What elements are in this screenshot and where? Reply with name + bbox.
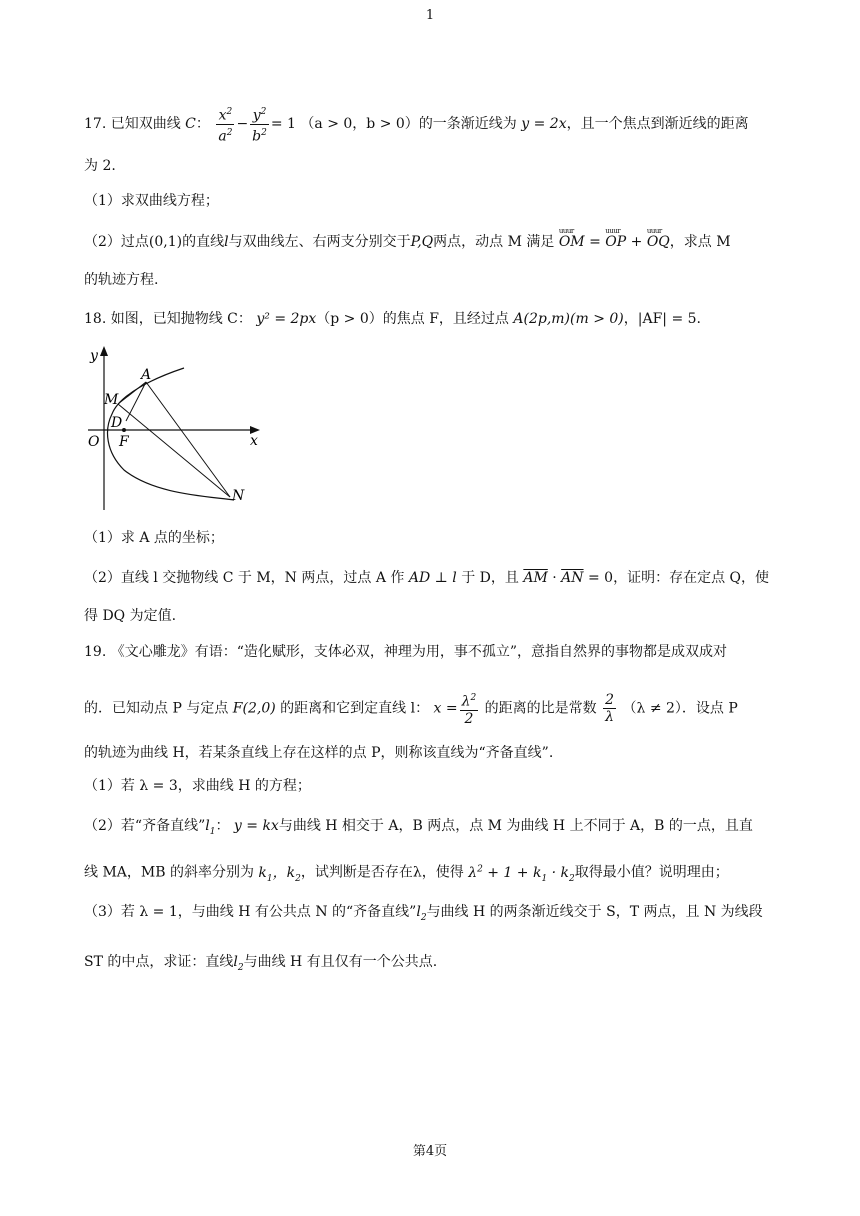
label-n: N [232,488,245,504]
label-d: D [111,415,123,431]
q19-p2-eq: y = kx [233,818,279,834]
page-number: 1 [425,8,435,23]
q17-line-l: l [224,234,229,250]
line-l-mn [118,404,230,497]
q17-part2 [84,232,784,252]
label-y: y [90,348,98,364]
q17-p2-text-c: 与双曲线左、右两支分别交于 [228,234,411,250]
q19-line2-text-a: 的．已知动点 P 与定点 [84,700,229,717]
q19-p2-text-c: 与曲线 H 相交于 A，B 两点，点 M 为曲线 H 上不同于 A，B 的一点，且直 [278,818,753,834]
q17-tail: ，且一个焦点到渐近线的距离 [566,116,749,133]
q19-l1: $l_1$ [205,818,216,837]
q19-part3-line2 [84,952,784,978]
q17-asymptote: y = 2x [521,116,567,133]
q17-pq: P,Q [410,234,434,250]
q17-curve-name: C [185,116,196,133]
q17-vector-eq: uuur OM = uuur OP + uuur OQ [559,234,670,250]
q18-equation: y² = 2px [256,311,317,327]
q19-frac-ratio: $\frac{2}{\lambda}$ [605,691,615,725]
q19-p2-line2-text-b: ，试判断是否存在λ，使得 [300,864,464,881]
q19-part1: （1）若 λ = 3，求曲线 H 的方程； [84,778,311,794]
q18-vec-an: $\overline{AN}$ [561,570,584,586]
q18-vec-am: $\overline{AM}$ [523,570,548,586]
q19-line2-text-c: 的距离的比是常数 [484,700,597,717]
q19-l2: $l_2$ [416,904,427,923]
q17-point: (0,1) [148,234,183,250]
q17-p2-text-a: （2）过点 [84,234,149,250]
q19-l2-b: $l_2$ [233,954,244,973]
q19-frac-lambda: $\frac{\lambda^2}{2}$ [460,690,479,727]
segment-ad [126,382,146,421]
segment-an [146,382,230,497]
q19-line1 [84,642,784,662]
q19-line2-text-b: 的距离和它到定直线 l： [280,700,430,717]
q17-intro: 已知双曲线 [110,116,181,133]
q19-p3-line2-text-b: 与曲线 H 有且仅有一个公共点. [243,954,438,970]
q19-p3-text-a: （3）若 λ = 1，与曲线 H 有公共点 N 的“齐备直线” [84,904,417,920]
q19-p2-text-b: ： [215,818,230,834]
label-x: x [250,433,258,449]
parabola-figure [84,342,274,514]
q19-part2-line2 [84,859,784,888]
q18-af: ，|AF| = 5. [623,311,702,327]
q17-after: 的一条渐近线为 [418,116,517,133]
q18-p2-text-b: 于 D，且 [461,570,519,586]
q19-line2: 的．已知动点 P 与定点 F(2,0) 的距离和它到定直线 l： x = $\frac{\lambda^2}{2}$ 的距离的比是常数 $\frac{2}{\lambda}$ （λ ≠ 2）．设点 P [84,691,738,727]
q19-p3-line2-text-a: ST 的中点，求证：直线 [84,954,234,970]
q19-k1-k2: $k_1$，$k_2$ [258,864,301,884]
q18-part1: （1）求 A 点的坐标； [84,530,224,546]
q19-line1-text: 《文心雕龙》有语：“造化赋形，支体必双，神理为用，事不孤立”，意指自然界的事物都是成双成对 [110,644,728,660]
q19-p2-line2-text-c: 取得最小值？说明理由； [574,864,729,881]
q18-dot-zero: = 0 [587,570,614,586]
q17-condition: （a > 0，b > 0） [300,116,419,133]
q18-part2-line2: 得 DQ 为定值. [84,608,177,624]
q17-p2-text-b: 的直线 [182,234,225,250]
label-o: O [88,434,100,450]
q17-frac-x: $\frac{x^2}{a^2}$ [216,104,234,144]
q18-perpendicular: AD ⊥ l [408,570,457,586]
label-f: F [119,434,129,450]
q17-part1: （1）求双曲线方程； [84,193,219,209]
q18-condition: （p > 0）的焦点 F，且经过点 [316,311,509,327]
q17-line2: 为 2. [84,158,116,174]
y-axis-arrow [100,346,108,356]
page-footer: 第4页 [412,1144,448,1159]
q18-p2-text-a: （2）直线 l 交抛物线 C 于 M，N 两点，过点 A 作 [84,570,405,586]
q17-p2-text-e: ，求点 M [669,234,731,250]
q17-frac-y: $\frac{y^2}{b^2}$ [250,104,269,144]
q18-line1 [84,309,784,329]
q19-p3-text-b: 与曲线 H 的两条渐近线交于 S，T 两点，且 N 为线段 [426,904,763,920]
q18-intro: 如图，已知抛物线 C： [110,311,252,327]
focus-point [122,428,126,432]
label-a: A [141,367,152,383]
q19-part2 [84,816,784,842]
q17-part2-line2: 的轨迹方程. [84,272,159,288]
label-m: M [104,392,119,408]
q19-p2-text-a: （2）若“齐备直线” [84,818,206,834]
q18-point-a: A(2p,m)(m > 0) [513,311,624,327]
q19-p2-line2-text-a: 线 MA，MB 的斜率分别为 [84,864,254,881]
q19-part3 [84,902,784,928]
q19-point-f: F(2,0) [232,700,276,717]
q17-number: 17. [84,116,107,133]
q19-line3: 的轨迹为曲线 H，若某条直线上存在这样的点 P，则称该直线为“齐备直线”. [84,745,554,761]
segment-am [118,382,146,404]
q19-line2-text-d: （λ ≠ 2）．设点 P [622,700,738,717]
q18-number: 18. [84,311,107,327]
q17-p2-text-d: 两点，动点 M 满足 [433,234,555,250]
q18-p2-text-c: ，证明：存在定点 Q，使 [613,570,770,586]
q17-line1: 17. 已知双曲线 C： $\frac{x^2}{a^2}$ − $\frac{y^2}{b^2}$ = 1 （a > 0，b > 0）的一条渐近线为 y = 2x，且一个焦点到渐近线的距离 [84,104,784,144]
q19-expression: $\lambda^2 + 1 + k_1 \cdot k_2$ [468,864,575,884]
q18-part2: （2）直线 l 交抛物线 C 于 M，N 两点，过点 A 作 AD ⊥ l 于 D，且 $\overline{AM} \cdot \overline{AN} = 0$，证明：存在定点 Q，使 [84,570,770,586]
q19-number: 19. [84,644,107,660]
